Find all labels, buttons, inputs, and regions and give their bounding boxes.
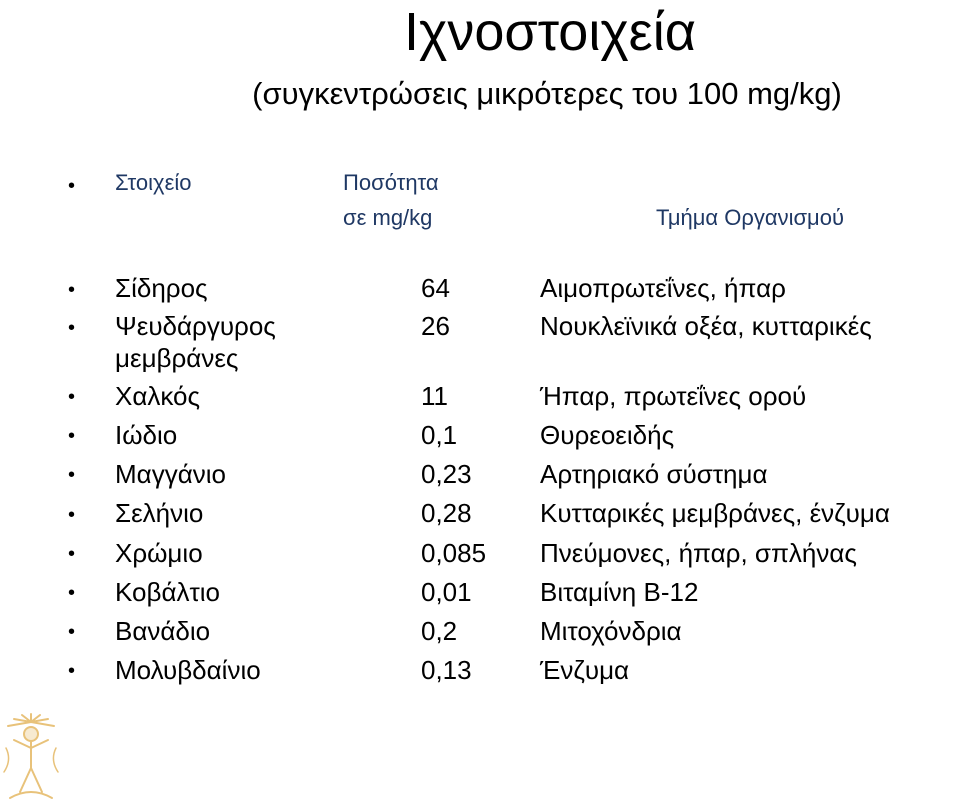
header-amount-line1: Ποσότητα <box>343 170 439 195</box>
element-location: Ένζυμα <box>540 655 630 685</box>
element-name: Χαλκός <box>115 381 201 411</box>
element-name: Χρώμιο <box>115 538 203 568</box>
slide-subtitle: (συγκεντρώσεις μικρότερες του 100 mg/kg) <box>252 76 842 111</box>
element-name: Βανάδιο <box>115 616 211 646</box>
element-location: Αιμοπρωτεΐνες, ήπαρ <box>540 273 786 303</box>
element-name: Σίδηρος <box>115 273 208 303</box>
element-amount: 0,2 <box>421 616 458 646</box>
bullet-icon: • <box>68 279 76 301</box>
bullet-icon: • <box>68 175 76 197</box>
header-amount-line2: σε mg/kg <box>343 205 433 230</box>
bullet-icon: • <box>68 543 76 565</box>
element-location: Αρτηριακό σύστημα <box>540 459 768 489</box>
header-element: Στοιχείο <box>115 170 192 195</box>
bullet-icon: • <box>68 425 76 447</box>
element-name: Σελήνιο <box>115 498 204 528</box>
bullet-icon: • <box>68 660 76 682</box>
element-amount: 64 <box>421 273 450 303</box>
element-amount: 0,23 <box>421 459 472 489</box>
element-name: Ψευδάργυρος <box>115 311 276 341</box>
element-location-continuation: μεμβράνες <box>115 343 239 373</box>
element-location: Μιτοχόνδρια <box>540 616 682 646</box>
bullet-icon: • <box>68 464 76 486</box>
slide-title: Ιχνοστοιχεία <box>404 2 696 62</box>
bullet-icon: • <box>68 386 76 408</box>
element-amount: 0,085 <box>421 538 487 568</box>
element-name: Ιώδιο <box>115 420 178 450</box>
element-location: Βιταμίνη Β-12 <box>540 577 699 607</box>
element-location: Πνεύμονες, ήπαρ, σπλήνας <box>540 538 857 568</box>
element-amount: 0,28 <box>421 498 472 528</box>
bullet-icon: • <box>68 582 76 604</box>
element-amount: 26 <box>421 311 450 341</box>
bullet-icon: • <box>68 317 76 339</box>
element-location: Ήπαρ, πρωτεΐνες ορού <box>540 381 807 411</box>
element-amount: 0,1 <box>421 420 458 450</box>
element-amount: 0,13 <box>421 655 472 685</box>
university-seal-icon <box>0 712 62 801</box>
header-location: Τμήμα Οργανισμού <box>656 205 844 230</box>
element-name: Μαγγάνιο <box>115 459 226 489</box>
element-amount: 11 <box>421 381 448 411</box>
bullet-icon: • <box>68 621 76 643</box>
bullet-icon: • <box>68 504 76 526</box>
element-location: Νουκλεϊνικά οξέα, κυτταρικές <box>540 311 872 341</box>
element-amount: 0,01 <box>421 577 472 607</box>
element-name: Κοβάλτιο <box>115 577 220 607</box>
element-name: Μολυβδαίνιο <box>115 655 261 685</box>
element-location: Κυτταρικές μεμβράνες, ένζυμα <box>540 498 890 528</box>
element-location: Θυρεοειδής <box>540 420 675 450</box>
